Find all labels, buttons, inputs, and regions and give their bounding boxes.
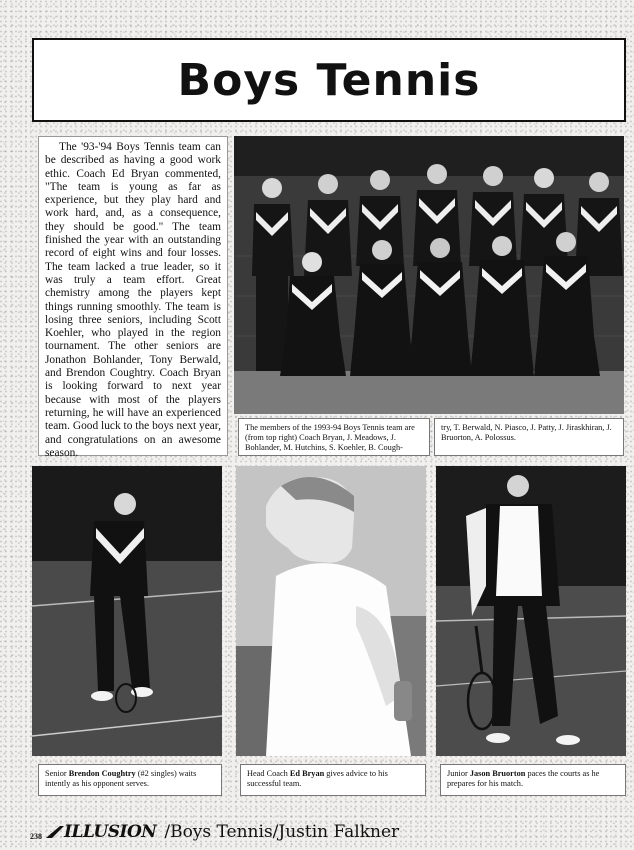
team-photo-image (234, 136, 624, 414)
footer-breadcrumb: /Boys Tennis/Justin Falkner (164, 822, 400, 842)
photo-2-caption (240, 764, 426, 796)
photo-1-caption-post: (#2 singles) waits intently as his opponent serves. (45, 769, 197, 788)
photo-ed-bryan-image (236, 466, 426, 756)
photo-3-caption-post: paces the courts as he prepares for his match. (447, 769, 600, 788)
story-text-box (38, 136, 228, 459)
photo-2-caption-name: Ed Bryan (289, 769, 325, 778)
photo-2-caption-post: gives advice to his successful team. (247, 769, 388, 788)
photo-brendon-image (32, 466, 222, 756)
photo-1-caption-name: Brendon Coughtry (68, 769, 136, 778)
photo-brendon-coughtry (32, 466, 222, 756)
team-caption-right-text: try, T. Berwald, N. Piasco, J. Patty, J. Jiraskhiran, J. Bruorton, A. Polossus. (441, 423, 612, 442)
team-photo (234, 136, 624, 414)
photo-jason-image (436, 466, 626, 756)
story-text: The '93-'94 Boys Tennis team can be described as having a good work ethic. Coach Ed Bryan commented, "The team is young as far as experience, but they play hard and work hard, and, as a consequence, they should be good." The team finished the year with an outstanding record of eight wins and four losses. The team lacked a true leader, so it was truly a team effort. Great chemistry among the players kept things running smoothly. The team is losing three seniors, including Scott Koehler, who played in the region tournament. The other seniors are Jonathon Bohlander, Tony Berwald, and Brendon Coughtry. Coach Bryan is looking forward to next year because with most of the players returning, he will have an experienced team. Good luck to the boys next year, and congratulations on an awesome season. (45, 141, 221, 459)
page-footer (30, 818, 430, 846)
logo-swoosh-icon (46, 824, 64, 840)
team-photo-caption-right (434, 418, 624, 456)
team-caption-left-text: The members of the 1993-94 Boys Tennis team are (from top right) Coach Bryan, J. Meadows, J. Bohlander, M. Hutchins, S. Koehler, B. Cough- (245, 423, 415, 452)
photo-1-caption (38, 764, 222, 796)
page-title-box (32, 38, 626, 122)
illusion-logo (46, 822, 156, 842)
photo-2-caption-pre: Head Coach (247, 769, 290, 778)
photo-3-caption-pre: Junior (447, 769, 470, 778)
page-number: 238 (30, 831, 42, 841)
photo-jason-bruorton (436, 466, 626, 756)
team-photo-caption-left (238, 418, 430, 456)
photo-1-caption-pre: Senior (45, 769, 69, 778)
photo-3-caption (440, 764, 626, 796)
logo-text: ILLUSION (64, 822, 157, 842)
photo-ed-bryan (236, 466, 426, 756)
page-title: Boys Tennis (177, 54, 481, 106)
photo-3-caption-name: Jason Bruorton (469, 769, 526, 778)
